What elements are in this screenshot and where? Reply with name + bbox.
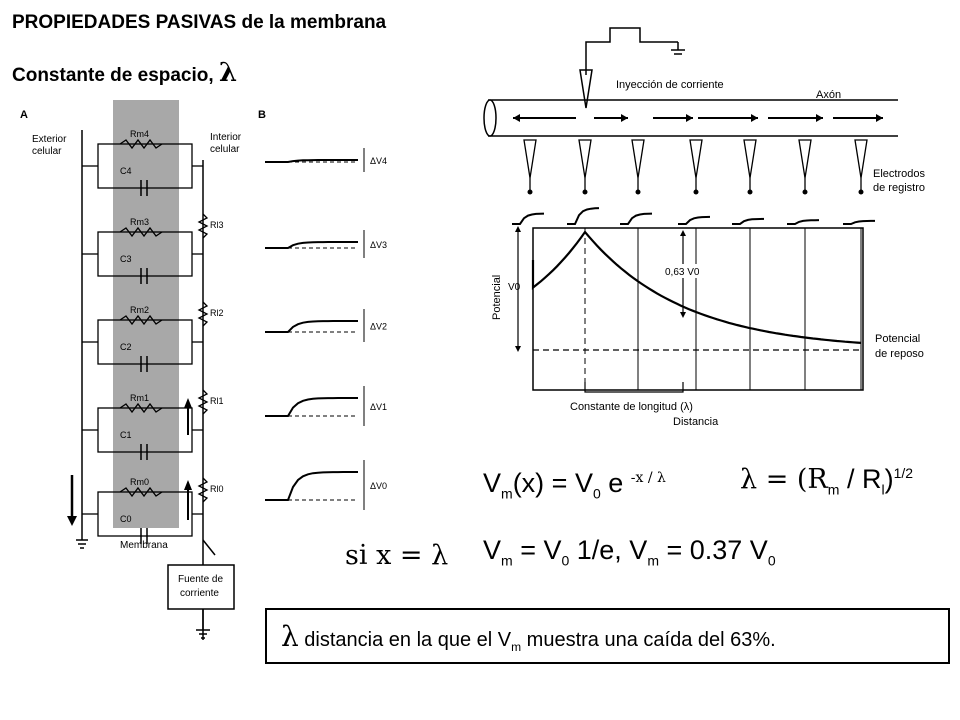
recorded-trace bbox=[732, 219, 764, 224]
slide-title: PROPIEDADES PASIVAS de la membrana bbox=[12, 12, 387, 33]
equation-lambda: $\lambda = (R_m / R_l)^{1/2}$ bbox=[740, 464, 914, 498]
panel-label-b: B bbox=[258, 109, 266, 121]
exterior-label-2: celular bbox=[32, 146, 62, 157]
membrana-label: Membrana bbox=[120, 540, 168, 551]
y-axis-label: Potencial bbox=[491, 274, 503, 320]
voltage-trace bbox=[265, 242, 358, 248]
exterior-label-1: Exterior bbox=[32, 134, 67, 145]
recorded-trace bbox=[678, 217, 710, 224]
rm-label: Rm3 bbox=[130, 217, 150, 227]
recording-electrode bbox=[799, 140, 811, 178]
rm-label: Rm2 bbox=[130, 305, 150, 315]
recorded-trace bbox=[787, 220, 819, 224]
lambda-symbol: λ bbox=[218, 58, 238, 88]
rl-label: Rl0 bbox=[210, 484, 224, 494]
membrane-circuit-diagram bbox=[20, 100, 410, 660]
voltage-trace bbox=[265, 398, 358, 416]
interior-label-1: Interior bbox=[210, 132, 242, 143]
recorded-trace bbox=[567, 208, 599, 224]
rm-label: Rm4 bbox=[130, 129, 150, 139]
axon-label: Axón bbox=[816, 89, 842, 101]
source-label-2: corriente bbox=[180, 588, 219, 599]
rl-label: Rl2 bbox=[210, 308, 224, 318]
voltage-trace bbox=[265, 321, 358, 332]
electrodes-label-1: Electrodos bbox=[873, 168, 925, 180]
definition-text: λ distancia en la que el $V_m$ muestra una caída del 63%. bbox=[281, 620, 776, 654]
definition-box bbox=[265, 608, 950, 664]
potential-plot-frame bbox=[533, 228, 863, 390]
recording-electrode bbox=[744, 140, 756, 178]
equation-vm-x: $V_m(x) = V_0$ e $^{-x / \lambda}$ bbox=[483, 468, 666, 502]
interior-label-2: celular bbox=[210, 144, 240, 155]
cm-label: C4 bbox=[120, 166, 132, 176]
slide-subtitle bbox=[12, 58, 237, 88]
panel-label-a: A bbox=[20, 109, 28, 121]
condition-si-x-lambda: si x = λ bbox=[345, 540, 449, 571]
recording-electrode bbox=[524, 140, 536, 178]
decay-curve bbox=[533, 232, 861, 343]
recording-electrode bbox=[690, 140, 702, 178]
delta-v-label: ΔV4 bbox=[370, 156, 388, 166]
definition-lambda: λ bbox=[281, 620, 299, 653]
recorded-trace bbox=[620, 214, 652, 224]
delta-v-label: ΔV0 bbox=[370, 481, 388, 491]
delta-v-label: ΔV2 bbox=[370, 321, 388, 332]
equation-vm-1e: $V_m = V_0$ 1/e, $V_m = 0.37$ $V_0$ bbox=[483, 535, 776, 569]
cm-label: C3 bbox=[120, 254, 132, 264]
rest-label-2: de reposo bbox=[875, 348, 924, 360]
rm-label: Rm0 bbox=[130, 477, 150, 487]
recorded-trace bbox=[512, 214, 544, 224]
recording-electrode bbox=[632, 140, 644, 178]
cm-label: C1 bbox=[120, 430, 132, 440]
rest-label-1: Potencial bbox=[875, 333, 921, 345]
rm-label: Rm1 bbox=[130, 393, 150, 403]
recording-electrode bbox=[855, 140, 867, 178]
cm-label: C2 bbox=[120, 342, 132, 352]
delta-v-label: ΔV3 bbox=[370, 240, 388, 250]
level-063-label: 0,63 V0 bbox=[665, 267, 700, 278]
injection-electrode bbox=[580, 70, 592, 108]
axon-diagram bbox=[478, 20, 925, 430]
cm-label: C0 bbox=[120, 514, 132, 524]
recording-electrode bbox=[579, 140, 591, 178]
v0-label: V0 bbox=[508, 282, 521, 293]
rl-label: Rl1 bbox=[210, 396, 224, 406]
delta-v-label: ΔV1 bbox=[370, 402, 388, 412]
injection-label: Inyección de corriente bbox=[616, 79, 724, 91]
voltage-trace bbox=[265, 472, 358, 500]
current-source-box bbox=[168, 565, 234, 609]
length-constant-label: Constante de longitud (λ) bbox=[570, 401, 693, 413]
subtitle-text: Constante de espacio, bbox=[12, 65, 214, 86]
rl-label: Rl3 bbox=[210, 220, 224, 230]
source-label-1: Fuente de bbox=[178, 574, 224, 585]
recorded-trace bbox=[843, 221, 875, 224]
axon-end bbox=[484, 100, 496, 136]
electrodes-label-2: de registro bbox=[873, 182, 925, 194]
distance-label: Distancia bbox=[673, 416, 719, 428]
